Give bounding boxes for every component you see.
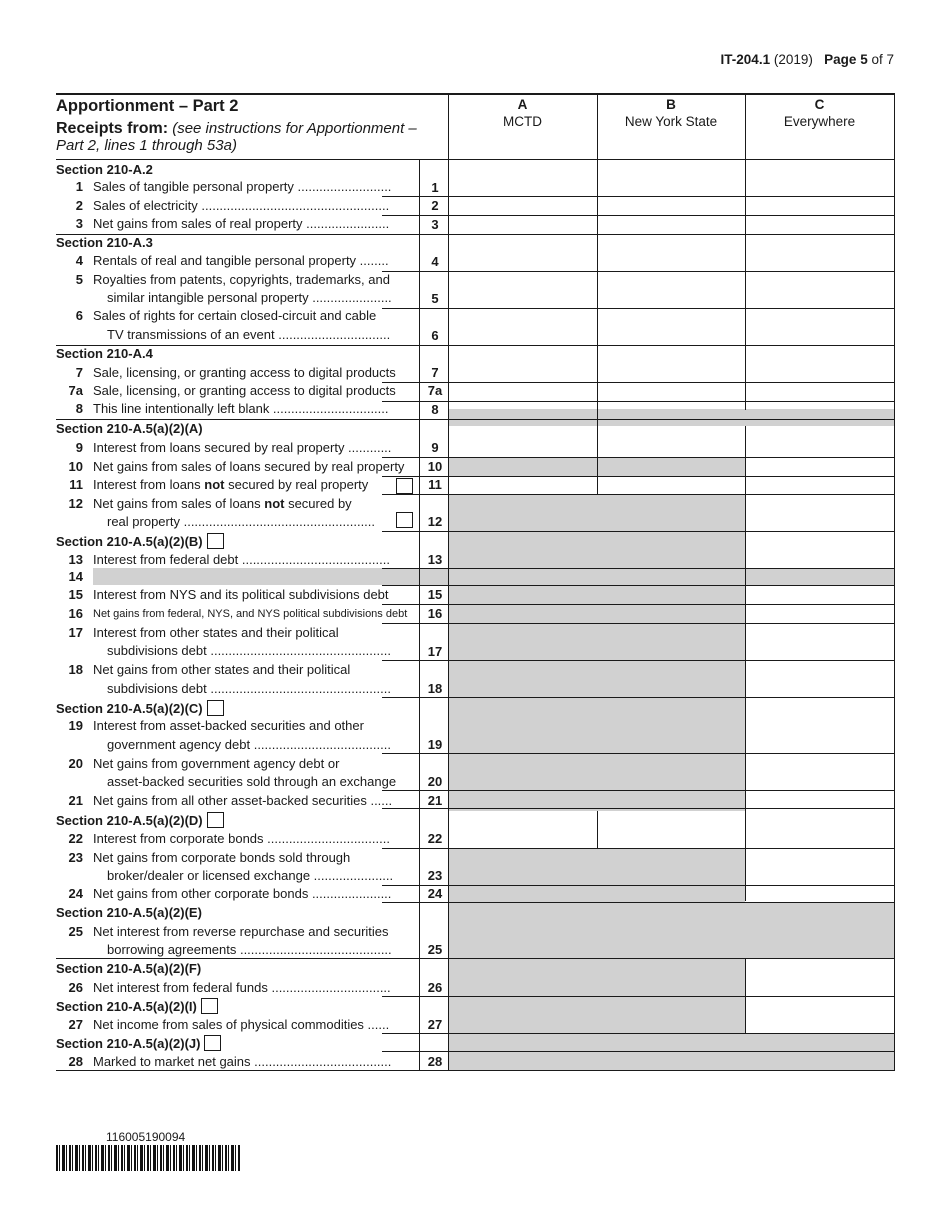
rule <box>382 215 894 216</box>
line-text: Sale, licensing, or granting access to digital products <box>93 365 396 380</box>
rule <box>382 902 894 903</box>
line-number: 12 <box>68 496 83 511</box>
rule <box>382 660 894 661</box>
rule <box>382 308 894 309</box>
section-heading: Section 210-A.5(a)(2)(A) <box>56 421 203 436</box>
rule <box>56 419 894 420</box>
checkbox[interactable] <box>207 812 224 828</box>
line-label: 7a <box>427 383 443 398</box>
line-text-cont: broker/dealer or licensed exchange ...................... <box>107 868 394 883</box>
rule <box>382 697 894 698</box>
line-label: 25 <box>427 942 443 957</box>
line-text: Net interest from federal funds ................................. <box>93 980 391 995</box>
line-label: 3 <box>431 217 439 232</box>
section-label: Section 210-A.5(a)(2)(C) <box>56 701 203 716</box>
line-text: This line intentionally left blank ................................ <box>93 401 389 416</box>
shade-line-25 <box>745 903 894 958</box>
line-text-bold: not <box>264 496 285 511</box>
line-text-cont: subdivisions debt .................................................. <box>107 681 391 696</box>
line-number: 5 <box>75 272 83 287</box>
barcode-bars <box>56 1145 240 1171</box>
line-text-part: secured by <box>284 496 352 511</box>
entry-24-c[interactable] <box>745 885 894 902</box>
line-label: 7 <box>431 365 439 380</box>
line-number: 1 <box>75 179 83 194</box>
rule <box>56 958 894 959</box>
line-text: Rentals of real and tangible personal property ........ <box>93 253 389 268</box>
line-text: Royalties from patents, copyrights, trademarks, and <box>93 272 390 287</box>
shade-line-14 <box>93 568 894 585</box>
rule <box>382 808 894 809</box>
section-label: Section 210-A.5(a)(2)(J) <box>56 1036 201 1051</box>
line-label: 16 <box>427 606 443 621</box>
line-number: 19 <box>68 718 83 733</box>
line-number: 9 <box>75 440 83 455</box>
line-label: 12 <box>427 514 443 529</box>
apportionment-form <box>56 93 894 1071</box>
column-a-header <box>448 96 597 130</box>
line-text-cont: real property ..................................................... <box>107 514 376 529</box>
column-c-header <box>745 96 894 130</box>
line-label: 21 <box>427 793 443 808</box>
checkbox[interactable] <box>396 478 413 494</box>
line-text-cont: TV transmissions of an event ............................... <box>107 327 391 342</box>
rule <box>382 1033 894 1034</box>
line-number: 24 <box>68 886 83 901</box>
section-label: Section 210-A.5(a)(2)(D) <box>56 813 203 828</box>
section-heading <box>56 700 224 717</box>
line-label: 11 <box>428 477 442 492</box>
rule <box>745 93 746 410</box>
rule <box>382 271 894 272</box>
line-label: 4 <box>431 254 439 269</box>
line-label: 27 <box>427 1017 443 1032</box>
rule <box>382 568 894 569</box>
rule <box>597 93 598 426</box>
line-label: 1 <box>431 180 439 195</box>
line-text: Marked to market net gains ...................................... <box>93 1054 392 1069</box>
page-total: of 7 <box>871 52 894 67</box>
rule <box>382 476 894 477</box>
line-text: Net gains from federal, NYS, and NYS political subdivisions debt <box>93 608 408 620</box>
line-number: 7a <box>68 383 83 398</box>
line-number: 18 <box>68 662 83 677</box>
line-text-part: Interest from loans <box>93 477 205 492</box>
line-text: Net gains from all other asset-backed securities ...... <box>93 793 393 808</box>
line-label: 28 <box>427 1054 443 1069</box>
checkbox[interactable] <box>207 533 224 549</box>
section-label: Section 210-A.5(a)(2)(I) <box>56 999 197 1014</box>
column-a-letter: A <box>517 97 528 112</box>
line-number: 26 <box>68 980 83 995</box>
entry-15-c[interactable] <box>745 585 894 603</box>
rule <box>745 426 746 901</box>
rule <box>56 159 894 160</box>
line-text: Net gains from corporate bonds sold through <box>93 850 351 865</box>
line-number: 7 <box>75 365 83 380</box>
line-label: 8 <box>431 402 439 417</box>
line-text: Interest from NYS and its political subdivisions debt <box>93 587 389 602</box>
rule <box>382 885 894 886</box>
rule <box>382 996 894 997</box>
line-text: Interest from federal debt ......................................... <box>93 552 390 567</box>
rule <box>382 1051 894 1052</box>
line-text-cont: government agency debt ...................................... <box>107 737 391 752</box>
line-label: 24 <box>427 886 443 901</box>
line-label: 22 <box>427 831 443 846</box>
barcode-number: 116005190094 <box>106 1130 186 1144</box>
line-label: 26 <box>427 980 443 995</box>
rule <box>382 623 894 624</box>
rule <box>894 93 895 1071</box>
column-c-name: Everywhere <box>783 114 856 129</box>
line-text-part: Net gains from sales of loans <box>93 496 265 511</box>
form-title: Apportionment – Part 2 <box>56 97 239 115</box>
rule <box>382 382 894 383</box>
form-year: (2019) <box>773 52 813 67</box>
line-text <box>93 477 368 493</box>
line-label: 10 <box>427 459 443 474</box>
section-heading <box>56 998 218 1015</box>
rule <box>382 585 894 586</box>
receipts-bold: Receipts from: <box>56 120 169 137</box>
line-text: Sale, licensing, or granting access to digital products <box>93 383 396 398</box>
rule <box>382 604 894 605</box>
section-heading <box>56 533 224 550</box>
line-number: 27 <box>68 1017 83 1032</box>
checkbox[interactable] <box>396 512 413 528</box>
line-label: 5 <box>431 291 439 306</box>
column-c-letter: C <box>814 97 825 112</box>
rule <box>382 494 894 495</box>
line-number: 23 <box>68 850 83 865</box>
receipts-instructions: (see instructions for Apportionment – Part 2, lines 1 through 53a) <box>56 120 417 154</box>
line-text: Interest from corporate bonds .................................. <box>93 831 390 846</box>
rule <box>382 753 894 754</box>
checkbox[interactable] <box>201 998 218 1014</box>
shade-line-28 <box>745 1033 894 1071</box>
line-text-cont: borrowing agreements .......................................... <box>107 942 392 957</box>
page-number: 5 <box>860 52 868 67</box>
line-text: Interest from asset-backed securities and other <box>93 718 364 733</box>
column-a-name: MCTD <box>503 114 542 129</box>
line-number: 15 <box>68 587 83 602</box>
line-number: 6 <box>75 308 83 323</box>
shade-line-8 <box>448 409 894 426</box>
section-heading: Section 210-A.5(a)(2)(E) <box>56 905 202 920</box>
line-label: 23 <box>427 868 443 883</box>
line-label: 18 <box>427 681 443 696</box>
rule <box>382 531 894 532</box>
line-number: 3 <box>75 216 83 231</box>
line-number: 20 <box>68 756 83 771</box>
shade-lines-12-21 <box>448 494 745 811</box>
rule <box>382 401 894 402</box>
line-label: 2 <box>431 198 439 213</box>
line-text-bold: not <box>204 477 225 492</box>
shade-lines-23-28 <box>448 848 745 1071</box>
line-text: Sales of rights for certain closed-circuit and cable <box>93 308 377 323</box>
line-label: 13 <box>427 552 443 567</box>
line-text-cont: similar intangible personal property ...................... <box>107 290 392 305</box>
line-number: 13 <box>68 552 83 567</box>
checkbox[interactable] <box>204 1035 221 1051</box>
form-id: IT-204.1 <box>720 52 771 67</box>
line-text: Net gains from other states and their political <box>93 662 351 677</box>
line-number: 25 <box>68 924 83 939</box>
rule <box>56 345 894 346</box>
line-number: 21 <box>68 793 83 808</box>
line-text-cont: asset-backed securities sold through an exchange <box>107 774 397 789</box>
rule <box>382 848 894 849</box>
line-number: 16 <box>68 606 83 621</box>
rule <box>597 811 598 849</box>
column-b-name: New York State <box>624 114 718 129</box>
line-label: 20 <box>427 774 443 789</box>
entry-16-c[interactable] <box>745 604 894 622</box>
line-text-cont: subdivisions debt .................................................. <box>107 643 391 658</box>
section-label: Section 210-A.5(a)(2)(B) <box>56 534 203 549</box>
rule <box>382 196 894 197</box>
line-number: 11 <box>69 477 83 492</box>
line-text: Net gains from sales of real property ....................... <box>93 216 390 231</box>
line-label: 9 <box>431 440 439 455</box>
column-b-letter: B <box>666 97 676 112</box>
line-text: Net gains from sales of loans secured by real property <box>93 459 405 474</box>
line-number: 8 <box>75 401 83 416</box>
line-number: 14 <box>68 569 83 584</box>
line-text <box>93 496 352 512</box>
line-label: 17 <box>427 644 443 659</box>
rule <box>382 457 894 458</box>
rule <box>56 234 894 235</box>
section-heading <box>56 812 224 829</box>
line-label: 15 <box>427 587 443 602</box>
rule <box>382 1070 894 1071</box>
rule <box>382 790 894 791</box>
line-number: 22 <box>68 831 83 846</box>
entry-21-c[interactable] <box>745 790 894 807</box>
line-number: 4 <box>75 253 83 268</box>
line-label: 6 <box>431 328 439 343</box>
section-heading: Section 210-A.3 <box>56 235 153 250</box>
line-number: 2 <box>75 198 83 213</box>
section-heading: Section 210-A.4 <box>56 346 153 361</box>
line-text: Sales of electricity .................................................... <box>93 198 390 213</box>
rule <box>448 93 449 1071</box>
section-heading: Section 210-A.2 <box>56 162 153 177</box>
line-number: 17 <box>68 625 83 640</box>
receipts-heading <box>56 120 446 154</box>
column-b-header <box>597 96 745 130</box>
line-text: Sales of tangible personal property .......................... <box>93 179 392 194</box>
section-heading <box>56 1035 221 1052</box>
line-label: 19 <box>427 737 443 752</box>
line-text-part: secured by real property <box>224 477 369 492</box>
line-text: Net gains from government agency debt or <box>93 756 340 771</box>
section-heading: Section 210-A.5(a)(2)(F) <box>56 961 202 976</box>
line-text: Net interest from reverse repurchase and securities <box>93 924 389 939</box>
page-word: Page <box>824 52 857 67</box>
line-text: Interest from other states and their political <box>93 625 339 640</box>
line-number: 28 <box>68 1054 83 1069</box>
page-header <box>721 52 894 67</box>
line-number: 10 <box>68 459 83 474</box>
line-text: Net gains from other corporate bonds ...................... <box>93 886 392 901</box>
line-text: Interest from loans secured by real property ............ <box>93 440 392 455</box>
rule <box>56 93 894 95</box>
barcode <box>56 1130 240 1171</box>
checkbox[interactable] <box>207 700 224 716</box>
rule <box>419 159 420 1071</box>
line-text: Net income from sales of physical commodities ...... <box>93 1017 390 1032</box>
